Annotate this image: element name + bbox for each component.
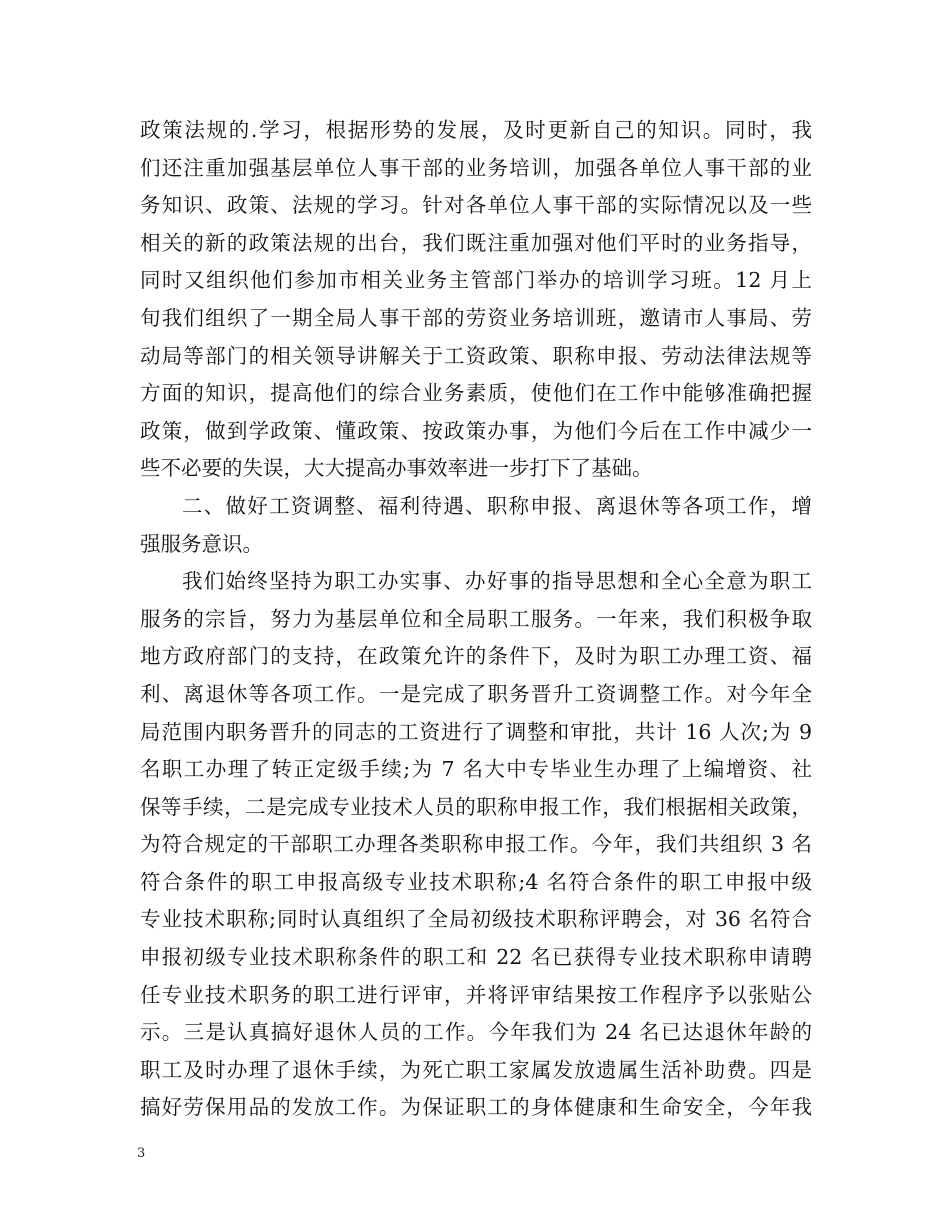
text-line: 示。三是认真搞好退休人员的工作。今年我们为 24 名已达退休年龄的 [140, 1020, 812, 1045]
text-line: 专业技术职称;同时认真组织了全局初级技术职称评聘会，对 36 名符合 [140, 907, 812, 932]
text-line: 职工及时办理了退休手续，为死亡职工家属发放遗属生活补助费。四是 [140, 1057, 812, 1082]
text-line: 同时又组织他们参加市相关业务主管部门举办的培训学习班。12 月上 [140, 268, 812, 293]
text-line: 任专业技术职务的职工进行评审，并将评审结果按工作程序予以张贴公 [140, 982, 812, 1007]
text-line: 相关的新的政策法规的出台，我们既注重加强对他们平时的业务指导， [140, 230, 812, 255]
text-line: 为符合规定的干部职工办理各类职称申报工作。今年，我们共组织 3 名 [140, 832, 812, 857]
text-line: 政策法规的.学习，根据形势的发展，及时更新自己的知识。同时，我 [140, 118, 812, 142]
text-line: 符合条件的职工申报高级专业技术职称;4 名符合条件的职工申报中级 [140, 869, 812, 894]
section-heading-line: 二、做好工资调整、福利待遇、职称申报、离退休等各项工作，增 [182, 493, 812, 518]
text-line: 方面的知识，提高他们的综合业务素质，使他们在工作中能够准确把握 [140, 381, 812, 406]
text-line: 搞好劳保用品的发放工作。为保证职工的身体健康和生命安全，今年我 [140, 1095, 812, 1120]
text-line: 我们始终坚持为职工办实事、办好事的指导思想和全心全意为职工 [182, 569, 812, 594]
text-line: 保等手续，二是完成专业技术人员的职称申报工作，我们根据相关政策， [140, 794, 812, 819]
text-line: 名职工办理了转正定级手续;为 7 名大中专毕业生办理了上编增资、社 [140, 757, 812, 782]
text-line: 地方政府部门的支持，在政策允许的条件下，及时为职工办理工资、福 [140, 644, 812, 669]
text-line: 们还注重加强基层单位人事干部的业务培训，加强各单位人事干部的业 [140, 155, 812, 180]
text-line: 务知识、政策、法规的学习。针对各单位人事干部的实际情况以及一些 [140, 193, 812, 218]
text-line: 局范围内职务晋升的同志的工资进行了调整和审批，共计 16 人次;为 9 [140, 719, 812, 744]
text-line: 动局等部门的相关领导讲解关于工资政策、职称申报、劳动法律法规等 [140, 343, 812, 368]
document-body [140, 112, 812, 1127]
text-line: 利、离退休等各项工作。一是完成了职务晋升工资调整工作。对今年全 [140, 681, 812, 706]
text-line: 些不必要的失误，大大提高办事效率进一步打下了基础。 [140, 456, 653, 481]
text-line: 政策，做到学政策、懂政策、按政策办事，为他们今后在工作中减少一 [140, 418, 812, 443]
text-line: 旬我们组织了一期全局人事干部的劳资业务培训班，邀请市人事局、劳 [140, 305, 812, 330]
text-line: 服务的宗旨，努力为基层单位和全局职工服务。一年来，我们积极争取 [140, 606, 812, 631]
page-number: 3 [137, 1146, 146, 1161]
text-line: 申报初级专业技术职称条件的职工和 22 名已获得专业技术职称申请聘 [140, 945, 812, 970]
section-heading-line: 强服务意识。 [140, 531, 263, 556]
